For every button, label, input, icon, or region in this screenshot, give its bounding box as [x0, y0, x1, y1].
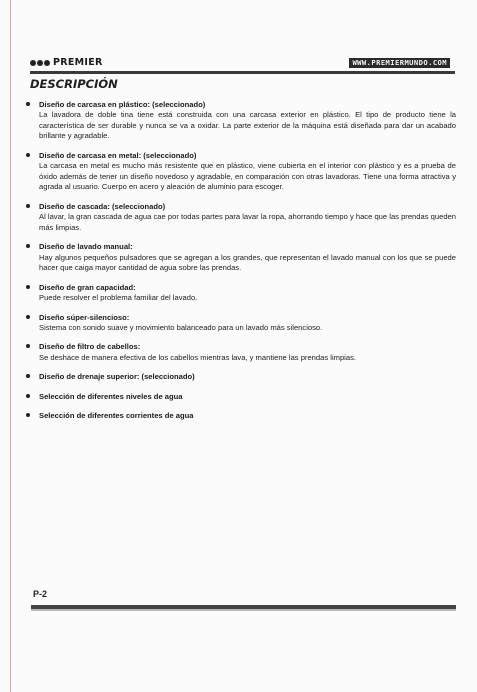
bullet-icon — [26, 153, 30, 157]
feature-title: Diseño de gran capacidad: — [39, 282, 136, 292]
feature-description: Sistema con sonido suave y movimiento balanceado para un lavado más silencioso. — [39, 322, 323, 332]
feature-item — [24, 411, 456, 421]
feature-title: Diseño de cascada: (seleccionado) — [39, 201, 166, 211]
feature-title: Diseño de drenaje superior: (seleccionado) — [39, 372, 195, 382]
bullet-icon — [26, 344, 30, 348]
feature-item — [24, 342, 456, 363]
brand-logo — [30, 57, 103, 68]
bullet-icon — [26, 285, 30, 289]
feature-description: Hay algunos pequeños pulsadores que se agregan a los grandes, que representan el lavado manual con los que se puede hacer que caiga mayor cantidad de agua sobre las prendas. — [39, 252, 456, 273]
feature-item — [24, 313, 456, 334]
feature-title: Selección de diferentes corrientes de agua — [39, 411, 194, 421]
feature-item — [24, 392, 456, 402]
feature-title: Diseño de carcasa en plástico: (seleccionado) — [39, 100, 206, 109]
feature-item — [24, 242, 456, 273]
page-number: P-2 — [33, 589, 48, 599]
bullet-icon — [26, 374, 30, 378]
header-divider — [30, 71, 455, 74]
feature-description: La carcasa en metal es mucho más resistente que en plástico, viene cubierta en el interior con plástico y es a prueba de óxido además de tener un diseño novedoso y agradable, en comparación con otras lavadoras. Tiene una forma atractiva y agrada al usuario. Cuerpo en acero y aleación de aluminio para escoger. — [39, 161, 456, 192]
feature-item — [24, 100, 456, 142]
bullet-icon — [26, 315, 30, 319]
feature-item — [24, 372, 456, 382]
feature-title: Diseño de lavado manual: — [39, 242, 133, 252]
feature-title: Diseño de filtro de cabellos: — [39, 342, 141, 352]
feature-description: Al lavar, la gran cascada de agua cae por todas partes para lavar la ropa, ahorrando tiempo y hace que las prendas queden más limpias. — [39, 212, 456, 232]
bullet-icon — [26, 204, 30, 208]
page-header — [30, 57, 450, 71]
feature-item — [24, 151, 456, 193]
feature-item — [24, 283, 456, 304]
feature-title: Selección de diferentes niveles de agua — [39, 391, 183, 401]
feature-description: La lavadora de doble tina tiene está construida con una carcasa exterior en plástico. El tipo de producto tiene la característica de ser durable y nunca se va a oxidar. La parte exterior de la máquina está diseñada para dar un acabado brillante y agradable. — [39, 110, 456, 141]
bullet-icon — [26, 413, 30, 417]
brand-name: PREMIER — [53, 57, 103, 68]
bullet-icon — [26, 102, 30, 106]
page-edge-line — [10, 0, 11, 692]
feature-description: Puede resolver el problema familiar del lavado. — [39, 293, 198, 303]
footer-divider-shadow — [31, 609, 456, 611]
website-url: WWW.PREMIERMUNDO.COM — [349, 58, 450, 68]
section-title: DESCRIPCIÓN — [30, 77, 118, 91]
bullet-icon — [26, 394, 30, 398]
bullet-icon — [26, 244, 30, 248]
feature-title: Diseño de carcasa en metal: (seleccionado) — [39, 150, 197, 160]
feature-item — [24, 202, 456, 233]
feature-description: Se deshace de manera efectiva de los cabellos mientras lava, y mantiene las prendas limpias. — [39, 352, 356, 362]
feature-list — [24, 100, 456, 431]
feature-title: Diseño súper-silencioso: — [39, 312, 130, 322]
brand-mark-icon — [30, 60, 50, 66]
